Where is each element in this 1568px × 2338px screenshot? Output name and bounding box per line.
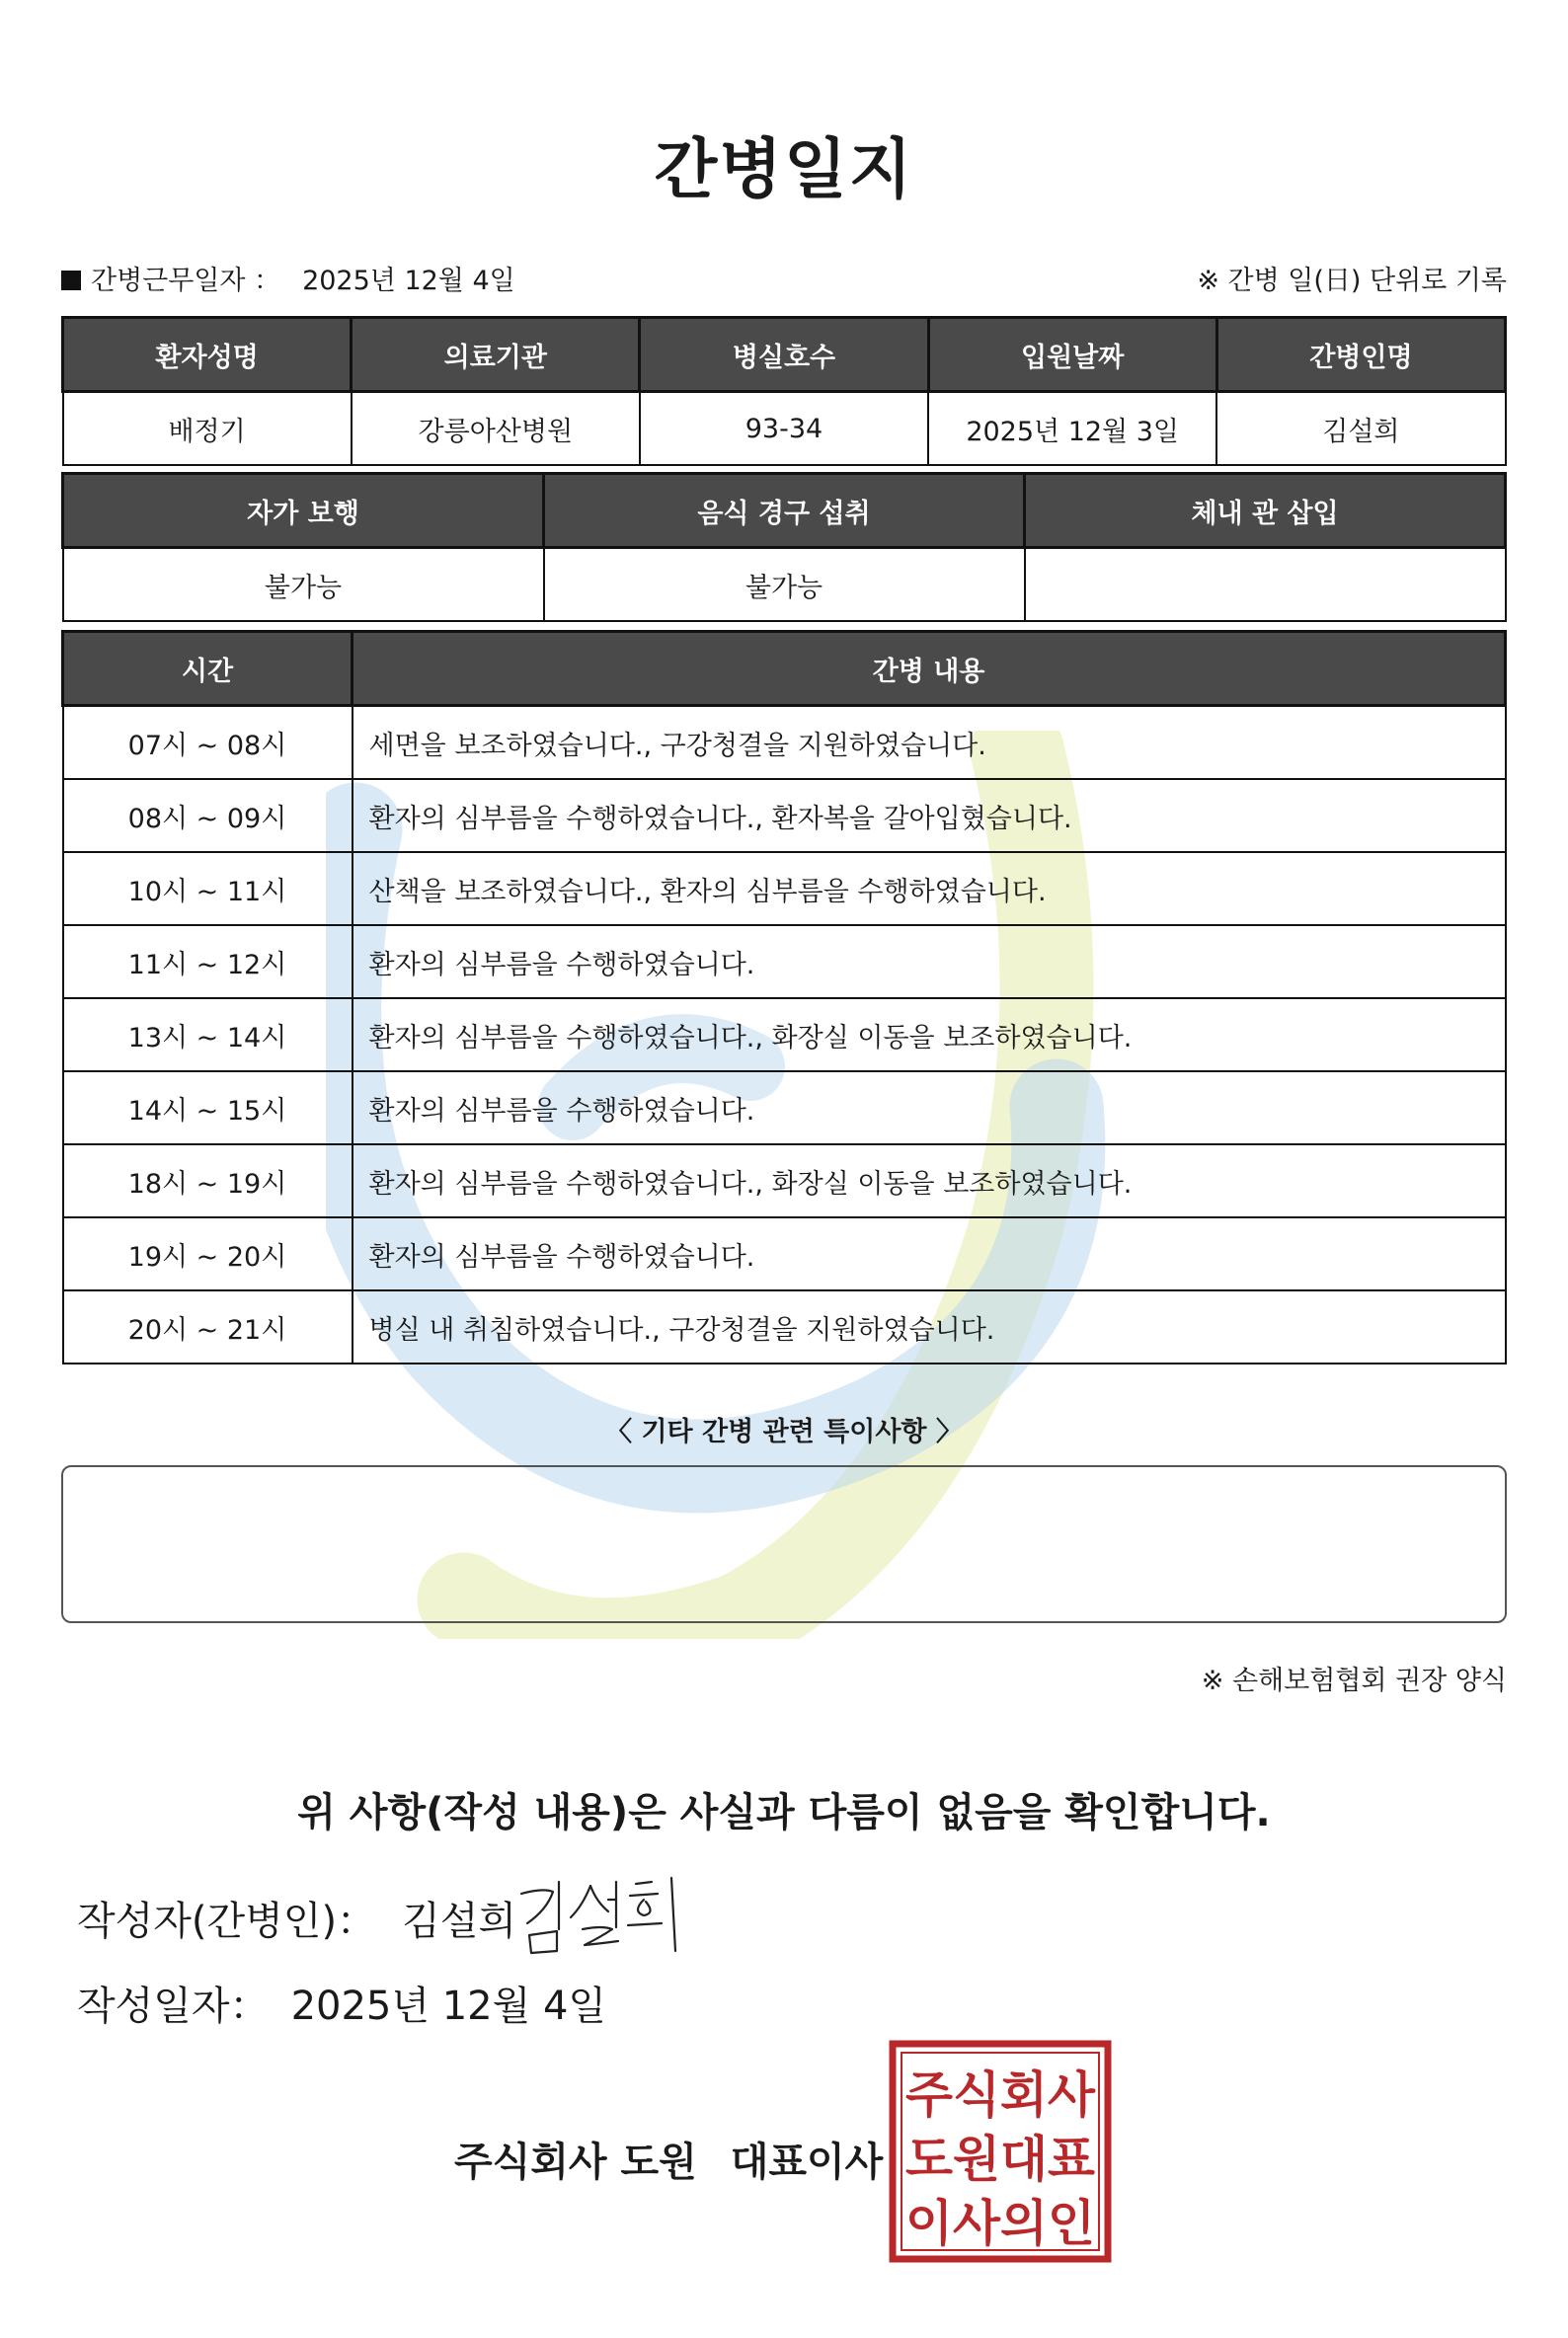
header-oral-intake: 음식 경구 섭취 <box>544 474 1025 548</box>
company-name: 주식회사 도원 <box>454 2140 697 2185</box>
seal-line: 이사의인 <box>905 2195 1095 2252</box>
header-hospital: 의료기관 <box>352 318 640 392</box>
hospital-name: 강릉아산병원 <box>352 392 640 466</box>
header-self-walking: 자가 보행 <box>63 474 544 548</box>
table-row <box>63 706 1506 780</box>
company-representative: 대표이사 <box>730 2140 884 2185</box>
unit-note: ※ 간병 일(日) 단위로 기록 <box>1197 266 1507 296</box>
log-content: 산책을 보조하였습니다., 환자의 심부름을 수행하였습니다. <box>353 852 1506 925</box>
log-content: 환자의 심부름을 수행하였습니다. <box>353 1071 1506 1144</box>
log-content: 환자의 심부름을 수행하였습니다. <box>353 925 1506 998</box>
self-walking-value: 불가능 <box>63 548 544 622</box>
handwritten-signature <box>513 1872 691 1961</box>
seal-line: 주식회사 <box>905 2066 1096 2124</box>
written-date-value: 2025년 12월 4일 <box>290 1984 607 2029</box>
header-care-content: 간병 내용 <box>353 632 1506 706</box>
written-date-label: 작성일자： <box>77 1984 270 2029</box>
header-patient-name: 환자성명 <box>63 318 352 392</box>
oral-intake-value: 불가능 <box>544 548 1025 622</box>
log-content: 환자의 심부름을 수행하였습니다., 화장실 이동을 보조하였습니다. <box>353 1144 1506 1217</box>
log-time: 13시 ~ 14시 <box>63 998 353 1071</box>
room-number: 93-34 <box>640 392 928 466</box>
header-room: 병실호수 <box>640 318 928 392</box>
patient-status-table <box>61 472 1507 622</box>
header-admission-date: 입원날짜 <box>928 318 1216 392</box>
log-content: 세면을 보조하였습니다., 구강청결을 지원하였습니다. <box>353 706 1506 780</box>
care-date-label: 간병근무일자 ： <box>91 266 281 296</box>
special-notes-title: 〈 기타 간병 관련 특이사항 〉 <box>605 1417 963 1447</box>
writer-label: 작성자(간병인)： <box>77 1899 377 1944</box>
table-row <box>63 925 1506 998</box>
log-content: 환자의 심부름을 수행하였습니다. <box>353 1217 1506 1290</box>
table-row <box>63 1144 1506 1217</box>
written-date-line <box>77 1975 606 2031</box>
log-time: 10시 ~ 11시 <box>63 852 353 925</box>
company-seal-stamp <box>889 2040 1112 2263</box>
patient-info-table <box>61 316 1507 466</box>
log-time: 19시 ~ 20시 <box>63 1217 353 1290</box>
log-time: 18시 ~ 19시 <box>63 1144 353 1217</box>
table-row <box>63 1071 1506 1144</box>
care-date-line <box>61 259 515 297</box>
care-log-table <box>61 630 1507 1364</box>
special-notes-box <box>61 1465 1507 1623</box>
caregiver-name: 김설희 <box>1216 392 1505 466</box>
confirmation-statement: 위 사항(작성 내용)은 사실과 다름이 없음을 확인합니다. <box>297 1790 1271 1835</box>
log-content: 병실 내 취침하였습니다., 구강청결을 지원하였습니다. <box>353 1290 1506 1364</box>
log-content: 환자의 심부름을 수행하였습니다., 환자복을 갈아입혔습니다. <box>353 779 1506 852</box>
company-line <box>454 2131 883 2187</box>
header-tube-insertion: 체내 관 삽입 <box>1025 474 1506 548</box>
form-note: ※ 손해보험협회 권장 양식 <box>1201 1666 1507 1696</box>
header-caregiver: 간병인명 <box>1216 318 1505 392</box>
table-row <box>63 998 1506 1071</box>
log-content: 환자의 심부름을 수행하였습니다., 화장실 이동을 보조하였습니다. <box>353 998 1506 1071</box>
writer-line <box>77 1890 516 1946</box>
tube-insertion-value <box>1025 548 1506 622</box>
header-time: 시간 <box>63 632 353 706</box>
admission-date: 2025년 12월 3일 <box>928 392 1216 466</box>
writer-name: 김설희 <box>402 1899 516 1944</box>
square-bullet-icon <box>61 271 81 290</box>
log-time: 11시 ~ 12시 <box>63 925 353 998</box>
patient-name: 배정기 <box>63 392 352 466</box>
table-row <box>63 1217 1506 1290</box>
seal-line: 도원대표 <box>905 2131 1096 2188</box>
table-row <box>63 852 1506 925</box>
log-time: 07시 ~ 08시 <box>63 706 353 780</box>
log-time: 08시 ~ 09시 <box>63 779 353 852</box>
log-time: 14시 ~ 15시 <box>63 1071 353 1144</box>
table-row <box>63 779 1506 852</box>
table-row <box>63 1290 1506 1364</box>
document-title: 간병일지 <box>654 131 914 207</box>
log-time: 20시 ~ 21시 <box>63 1290 353 1364</box>
care-date-value: 2025년 12월 4일 <box>302 266 515 296</box>
